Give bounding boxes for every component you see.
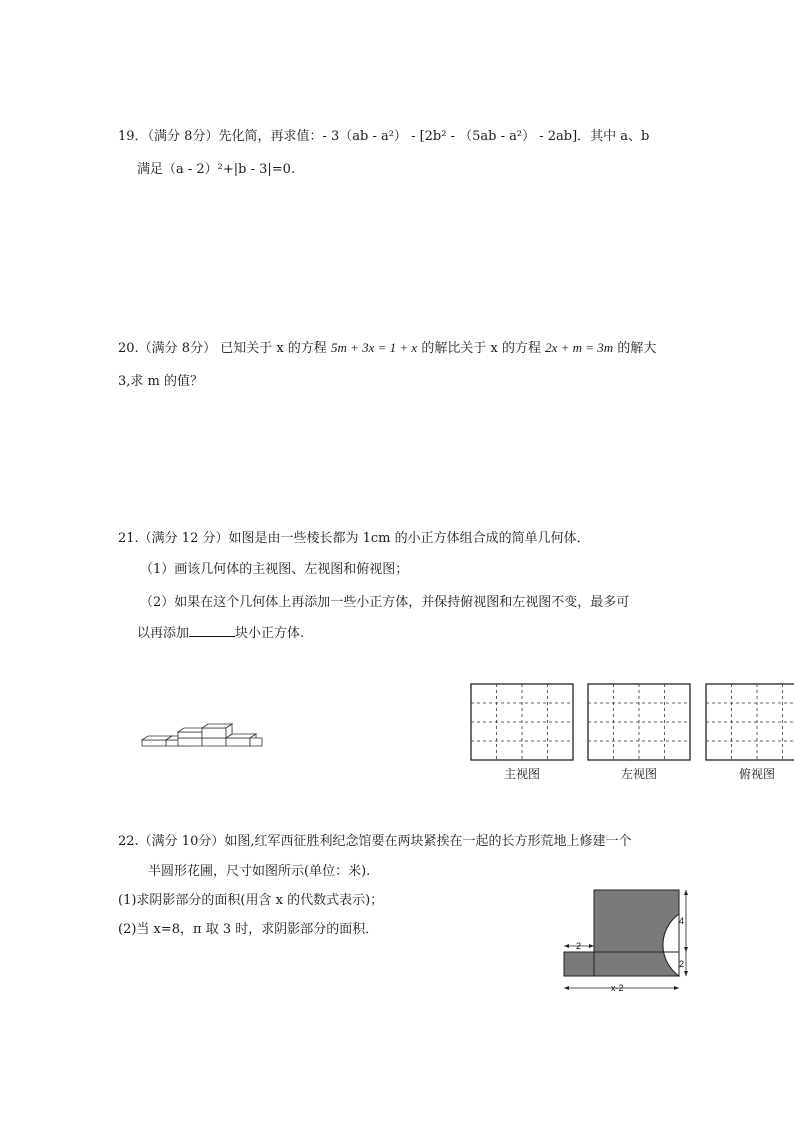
dim-right-top: 4 [679, 916, 685, 926]
dim-bottom: x-2 [611, 983, 624, 993]
q22-part2: (2)当 x=8，π 取 3 时，求阴影部分的面积． [118, 922, 379, 937]
q22-part1: (1)求阴影部分的面积(用含 x 的代数式表示)； [118, 893, 384, 908]
q22-line1: 22.（满分 10分）如图,红军西征胜利纪念馆要在两块紧挨在一起的长方形荒地上修建一个 [118, 834, 632, 849]
q20-equation-2: 2x + m = 3m [545, 340, 614, 355]
q20-equation-1: 5m + 3x = 1 + x [330, 340, 418, 355]
front-view-label: 主视图 [503, 767, 540, 781]
left-view-label: 左视图 [620, 767, 657, 781]
q20-prefix: 20.（满分 8分） 已知关于 x 的方程 [118, 341, 327, 356]
q21-line1: 21.（满分 12 分）如图是由一些棱长都为 1cm 的小正方体组合成的简单几何体． [118, 531, 590, 546]
dim-right-bottom: 2 [679, 959, 685, 969]
q21-part2b [137, 624, 304, 643]
dim-left: 2 [576, 941, 582, 951]
q21-part2: （2）如果在这个几何体上再添加一些小正方体，并保持俯视图和左视图不变，最多可 [140, 595, 630, 610]
q20-suffix: 的解大 [617, 341, 657, 356]
q19-line1: 19．（满分 8分）先化简，再求值：- 3（ab - a²） - [2b² - （5ab - a²） - 2ab]．其中 a、b [118, 129, 650, 144]
left-view-grid [587, 683, 693, 763]
q21-part1: （1）画该几何体的主视图、左视图和俯视图； [140, 562, 409, 577]
top-view-label: 俯视图 [738, 767, 775, 781]
q21-part2b-prefix: 以再添加 [137, 626, 190, 641]
q21-part2b-suffix: 块小正方体. [235, 626, 305, 641]
answer-blank [189, 624, 235, 637]
q20-line2: 3,求 m 的值？ [118, 374, 203, 389]
shaded-garden-figure [558, 882, 692, 998]
top-view-grid [705, 683, 794, 763]
q19-line2: 满足（a - 2）²+|b - 3|=0. [137, 162, 296, 177]
q22-line2: 半圆形花圃，尺寸如图所示(单位：米). [148, 864, 371, 879]
cube-stack-figure [140, 722, 270, 750]
q20-line1 [118, 339, 656, 358]
front-view-grid [470, 683, 576, 763]
q20-mid: 的解比关于 x 的方程 [421, 341, 541, 356]
